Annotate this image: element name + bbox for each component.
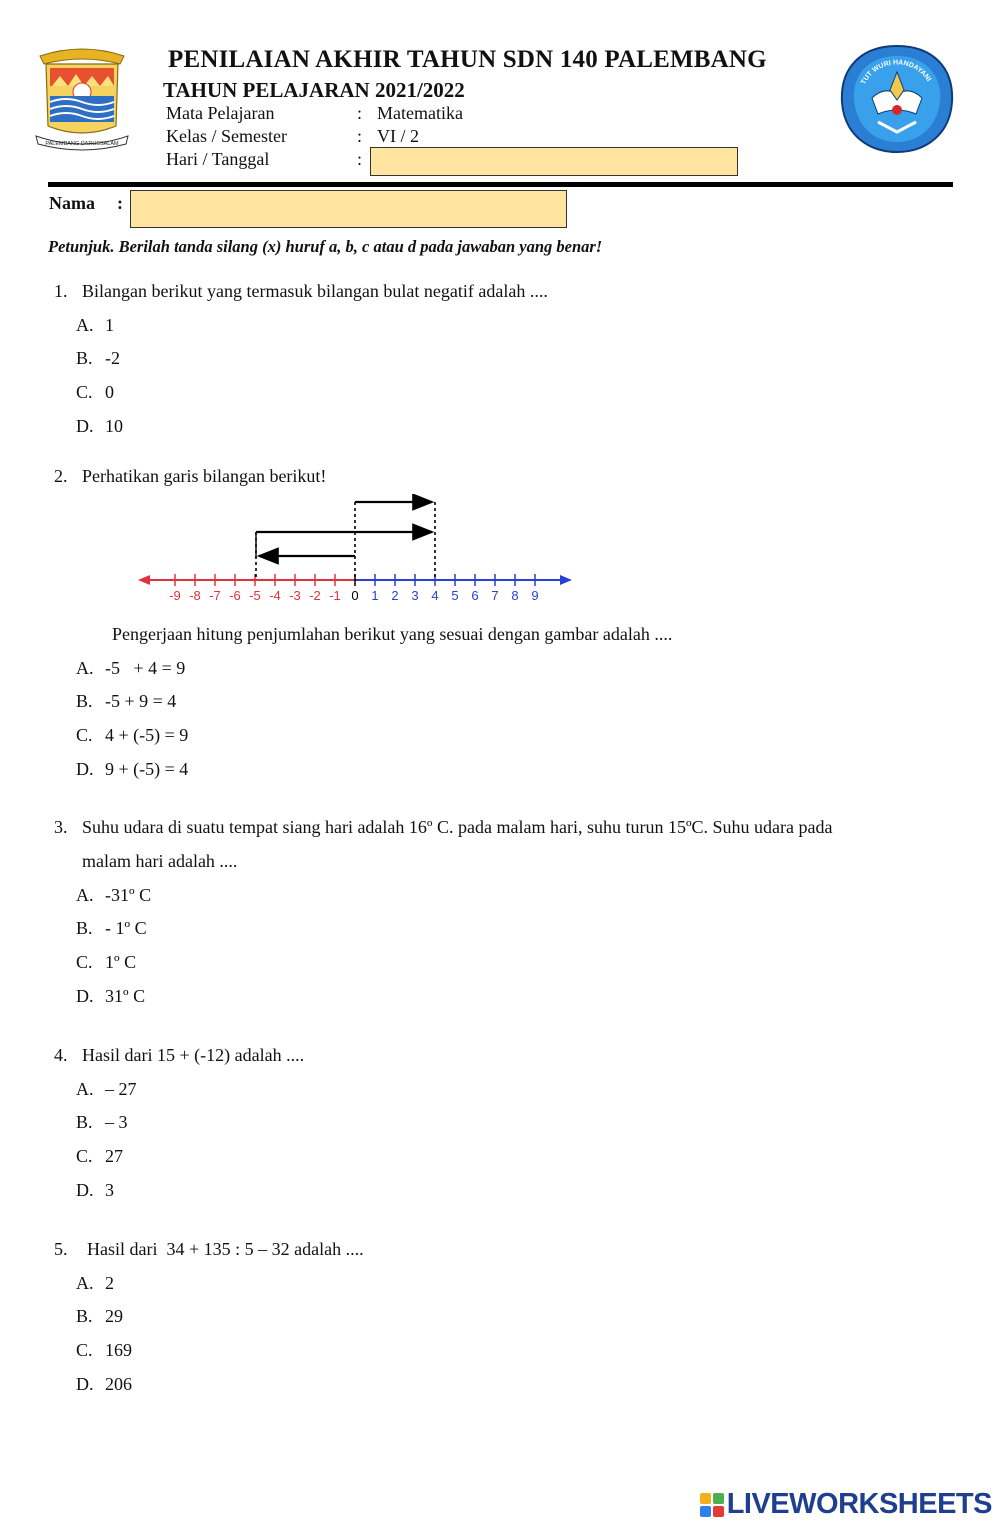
number-line-tick-label: 8 <box>511 588 519 603</box>
option-text: -2 <box>105 348 120 368</box>
option-letter: D. <box>76 1180 94 1200</box>
option-text: 10 <box>105 416 123 436</box>
exam-title: PENILAIAN AKHIR TAHUN SDN 140 PALEMBANG <box>168 46 767 73</box>
option-text: 1º C <box>105 952 137 972</box>
option-letter: D. <box>76 986 94 1006</box>
option-text: 0 <box>105 382 114 402</box>
option-letter: A. <box>76 658 94 678</box>
option-text: -5 + 4 = 9 <box>105 658 186 678</box>
option-text: 4 + (-5) = 9 <box>105 725 189 745</box>
option-text: 169 <box>105 1340 132 1360</box>
question-3-number: 3. <box>54 817 68 837</box>
question-2-text: Perhatikan garis bilangan berikut! <box>82 466 327 486</box>
option-letter: C. <box>76 1146 93 1166</box>
number-line-tick-label: 2 <box>391 588 399 603</box>
option-text: 2 <box>105 1273 114 1293</box>
liveworksheets-wordmark: LIVEWORKSHEETS <box>726 1488 992 1520</box>
number-line-tick-label: 6 <box>471 588 479 603</box>
question-2-option-b[interactable] <box>76 691 176 712</box>
number-line-tick-label: -4 <box>269 588 281 603</box>
option-text: -5 + 9 = 4 <box>105 691 177 711</box>
liveworksheets-icon <box>700 1493 724 1517</box>
number-line-tick-label: 5 <box>451 588 459 603</box>
number-line-left-arrowhead <box>138 575 150 585</box>
header-divider <box>48 182 953 187</box>
number-line-tick-label: 7 <box>491 588 499 603</box>
nama-label: Nama <box>49 193 95 213</box>
number-line-tick-label: -9 <box>169 588 181 603</box>
number-line-tick-label: -7 <box>209 588 221 603</box>
question-2-option-c[interactable] <box>76 725 188 746</box>
question-1-option-c[interactable] <box>76 382 114 403</box>
number-line-tick-label: 0 <box>351 588 359 603</box>
liveworksheets-logo[interactable] <box>700 1488 992 1521</box>
number-line-tick-label: 3 <box>411 588 419 603</box>
question-3-text: Suhu udara di suatu tempat siang hari adalah 16º C. pada malam hari, suhu turun 15ºC. Suhu udara pada <box>82 817 833 837</box>
question-1-option-a[interactable] <box>76 315 114 336</box>
school-year: TAHUN PELAJARAN 2021/2022 <box>163 78 465 102</box>
question-5-option-b[interactable] <box>76 1306 123 1327</box>
option-letter: A. <box>76 315 94 335</box>
question-4-option-b[interactable] <box>76 1112 128 1133</box>
field-label-class: Kelas / Semester <box>166 126 287 146</box>
option-letter: D. <box>76 759 94 779</box>
option-letter: B. <box>76 1306 93 1326</box>
option-text: 29 <box>105 1306 123 1326</box>
question-5-option-a[interactable] <box>76 1273 114 1294</box>
option-letter: A. <box>76 885 94 905</box>
field-label-subject: Mata Pelajaran <box>166 103 275 123</box>
instructions: Petunjuk. Berilah tanda silang (x) huruf a, b, c atau d pada jawaban yang benar! <box>48 237 603 256</box>
option-text: 206 <box>105 1374 132 1394</box>
number-line-tick-label: 9 <box>531 588 539 603</box>
palembang-crest-logo <box>30 42 134 152</box>
option-letter: B. <box>76 691 93 711</box>
option-letter: A. <box>76 1273 94 1293</box>
option-text: 31º C <box>105 986 146 1006</box>
option-letter: C. <box>76 725 93 745</box>
option-letter: B. <box>76 1112 93 1132</box>
option-text: – 27 <box>105 1079 137 1099</box>
nama-sep: : <box>117 193 123 213</box>
option-letter: C. <box>76 382 93 402</box>
option-letter: B. <box>76 348 93 368</box>
question-2-followup: Pengerjaan hitung penjumlahan berikut yang sesuai dengan gambar adalah .... <box>112 624 673 644</box>
option-text: 27 <box>105 1146 123 1166</box>
number-line-right-arrowhead <box>560 575 572 585</box>
number-line-tick-label: -3 <box>289 588 301 603</box>
option-letter: D. <box>76 1374 94 1394</box>
question-3-option-d[interactable] <box>76 986 145 1007</box>
number-line-figure <box>130 494 580 610</box>
question-2-option-a[interactable] <box>76 658 185 679</box>
option-letter: B. <box>76 918 93 938</box>
field-value-subject: Matematika <box>377 103 463 123</box>
question-4-number: 4. <box>54 1045 68 1065</box>
option-letter: C. <box>76 1340 93 1360</box>
question-5-option-d[interactable] <box>76 1374 132 1395</box>
question-5-text: Hasil dari 34 + 135 : 5 – 32 adalah .... <box>87 1239 364 1259</box>
question-4-text: Hasil dari 15 + (-12) adalah .... <box>82 1045 305 1065</box>
number-line-tick-label: -6 <box>229 588 241 603</box>
question-2-number: 2. <box>54 466 68 486</box>
option-text: - 1º C <box>105 918 147 938</box>
question-3-option-b[interactable] <box>76 918 147 939</box>
option-text: -31º C <box>105 885 152 905</box>
question-4-option-d[interactable] <box>76 1180 114 1201</box>
option-letter: A. <box>76 1079 94 1099</box>
number-line-tick-label: 1 <box>371 588 379 603</box>
number-line-tick-label: -1 <box>329 588 341 603</box>
question-3-text-line2: malam hari adalah .... <box>82 851 238 871</box>
field-label-date: Hari / Tanggal <box>166 149 270 169</box>
field-sep-subject: : <box>357 103 363 123</box>
option-text: 9 + (-5) = 4 <box>105 759 189 779</box>
date-input[interactable] <box>370 147 738 176</box>
question-2-option-d[interactable] <box>76 759 188 780</box>
question-3-option-a[interactable] <box>76 885 151 906</box>
tut-wuri-handayani-logo <box>838 42 956 156</box>
number-line-tick-label: -2 <box>309 588 321 603</box>
tut-wuri-handayani-text: TUT WURI HANDAYANI <box>860 59 933 86</box>
option-text: 1 <box>105 315 114 335</box>
name-input[interactable] <box>130 190 567 228</box>
number-line-tick-label: 4 <box>431 588 439 603</box>
field-value-class: VI / 2 <box>377 126 419 146</box>
question-3-option-c[interactable] <box>76 952 136 973</box>
question-1-number: 1. <box>54 281 68 301</box>
option-letter: D. <box>76 416 94 436</box>
question-1-option-b[interactable] <box>76 348 120 369</box>
crest-banner-text: PALEMBANG DARUSSALAM <box>45 141 119 147</box>
option-letter: C. <box>76 952 93 972</box>
number-line-tick-label: -5 <box>249 588 261 603</box>
question-5-number: 5. <box>54 1239 68 1259</box>
field-sep-class: : <box>357 126 363 146</box>
option-text: – 3 <box>105 1112 128 1132</box>
option-text: 3 <box>105 1180 114 1200</box>
field-sep-date: : <box>357 149 363 169</box>
question-1-text: Bilangan berikut yang termasuk bilangan bulat negatif adalah .... <box>82 281 548 301</box>
question-5-option-c[interactable] <box>76 1340 132 1361</box>
question-4-option-c[interactable] <box>76 1146 123 1167</box>
question-4-option-a[interactable] <box>76 1079 137 1100</box>
question-1-option-d[interactable] <box>76 416 123 437</box>
number-line-tick-label: -8 <box>189 588 201 603</box>
